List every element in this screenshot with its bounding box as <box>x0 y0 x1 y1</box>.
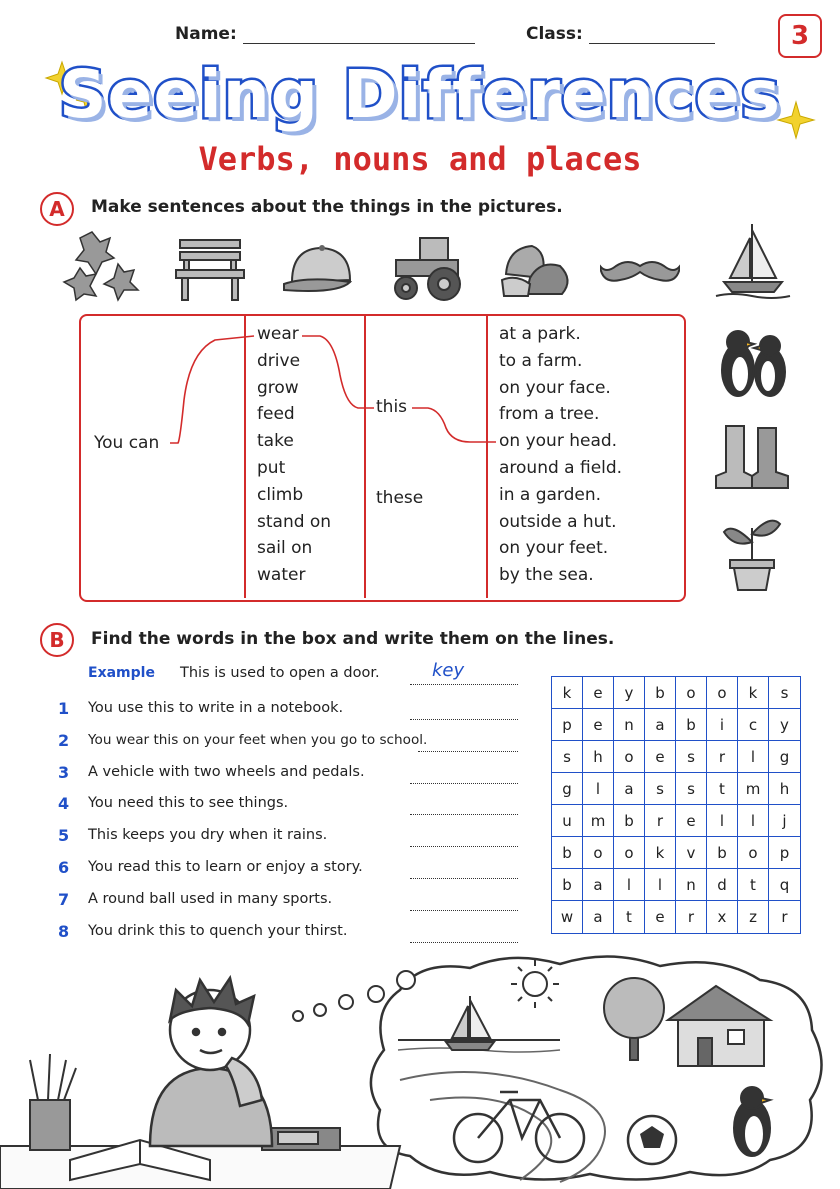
grid-letter[interactable]: t <box>614 901 645 933</box>
verb-item: wear <box>257 324 299 344</box>
grid-letter[interactable]: l <box>707 805 738 837</box>
grid-letter[interactable]: r <box>676 901 707 933</box>
page-number-badge: 3 <box>778 14 822 58</box>
page-title: Seeing Differences <box>59 56 781 133</box>
thought-dot <box>339 995 353 1009</box>
grid-letter[interactable]: k <box>645 837 676 869</box>
grid-letter[interactable]: l <box>614 869 645 901</box>
grid-letter[interactable]: h <box>769 773 800 805</box>
pencil-cup-icon <box>30 1054 76 1150</box>
answer-line[interactable] <box>410 769 518 784</box>
answer-line[interactable] <box>410 928 518 943</box>
closed-book-icon <box>262 1128 340 1150</box>
grid-letter[interactable]: m <box>583 805 614 837</box>
clue-number: 6 <box>58 858 70 877</box>
grid-letter[interactable]: x <box>707 901 738 933</box>
place-item: by the sea. <box>499 565 594 586</box>
place-item: on your head. <box>499 431 618 452</box>
boy-thinking-icon <box>150 978 272 1146</box>
grid-letter[interactable]: b <box>614 805 645 837</box>
verb-item: feed <box>257 404 295 425</box>
grid-letter[interactable]: l <box>645 869 676 901</box>
grid-letter[interactable]: e <box>645 741 676 773</box>
place-item: on your face. <box>499 377 611 398</box>
grid-letter[interactable]: j <box>769 805 800 837</box>
clue-number: 1 <box>58 699 70 718</box>
grid-letter[interactable]: g <box>552 773 583 805</box>
grid-letter[interactable]: e <box>645 901 676 933</box>
clue-number: 7 <box>58 890 70 909</box>
answer-line[interactable] <box>410 705 518 720</box>
verb-item: stand on <box>257 511 332 532</box>
place-item: to a farm. <box>499 350 583 371</box>
verb-item: water <box>257 565 306 586</box>
place-item: outside a hut. <box>499 511 617 532</box>
grid-letter[interactable]: y <box>614 677 645 709</box>
clue-text: You use this to write in a notebook. <box>88 700 344 716</box>
answer-line[interactable] <box>418 737 518 752</box>
clue-text: You need this to see things. <box>88 795 289 811</box>
grid-letter[interactable]: o <box>614 741 645 773</box>
example-clue: This is used to open a door. <box>180 665 380 681</box>
verb-item: climb <box>257 484 304 505</box>
word-search-grid[interactable] <box>551 676 801 934</box>
plant-pot-icon <box>712 512 792 592</box>
clue-text: You drink this to quench your thirst. <box>88 923 348 939</box>
grid-letter[interactable]: k <box>552 677 583 709</box>
clue-number: 4 <box>58 794 70 813</box>
thought-dot <box>314 1004 326 1016</box>
section-a-instruction: Make sentences about the things in the pictures. <box>91 197 563 217</box>
grid-letter[interactable]: b <box>645 677 676 709</box>
grid-letter[interactable]: s <box>552 741 583 773</box>
grid-letter[interactable]: n <box>676 869 707 901</box>
grid-letter[interactable]: v <box>676 837 707 869</box>
verb-item: take <box>257 431 294 452</box>
grid-letter[interactable]: m <box>738 773 769 805</box>
section-b-instruction: Find the words in the box and write them on the lines. <box>91 629 615 649</box>
grid-letter[interactable]: b <box>676 709 707 741</box>
clue-number: 2 <box>58 731 70 750</box>
grid-letter[interactable]: a <box>583 901 614 933</box>
thought-dot <box>368 986 384 1002</box>
grid-letter[interactable]: e <box>676 805 707 837</box>
grid-letter[interactable]: h <box>583 741 614 773</box>
thought-dot <box>293 1011 303 1021</box>
grid-letter[interactable]: o <box>707 677 738 709</box>
boots-icon <box>712 416 792 496</box>
clue-text: You wear this on your feet when you go to school. <box>88 732 428 748</box>
place-item: on your feet. <box>499 538 609 559</box>
grid-letter[interactable]: r <box>781 908 788 926</box>
grid-letter[interactable]: o <box>583 837 614 869</box>
grid-letter[interactable]: l <box>583 773 614 805</box>
grid-letter[interactable]: i <box>707 709 738 741</box>
subject-you-can: You can <box>94 433 160 453</box>
grid-letter[interactable]: p <box>552 709 583 741</box>
football-icon <box>628 1116 676 1164</box>
section-a-marker: A <box>40 192 74 226</box>
answer-line[interactable] <box>410 864 518 879</box>
grid-letter[interactable]: b <box>707 837 738 869</box>
thought-dot <box>397 971 415 989</box>
place-item: from a tree. <box>499 404 600 425</box>
grid-letter[interactable]: s <box>769 677 800 709</box>
grid-letter[interactable]: r <box>707 741 738 773</box>
grid-letter[interactable]: r <box>645 805 676 837</box>
grid-letter[interactable]: c <box>738 709 769 741</box>
example-answer: key <box>432 660 465 681</box>
clue-number: 3 <box>58 763 70 782</box>
clue-number: 5 <box>58 826 70 845</box>
answer-line[interactable] <box>410 832 518 847</box>
grid-letter[interactable]: p <box>769 837 800 869</box>
grid-letter[interactable]: w <box>552 901 583 933</box>
clue-text: A vehicle with two wheels and pedals. <box>88 764 365 780</box>
grid-letter[interactable]: a <box>645 709 676 741</box>
penguins-icon <box>712 322 792 402</box>
page-subtitle: Verbs, nouns and places <box>198 140 642 178</box>
grid-letter[interactable]: a <box>614 773 645 805</box>
determiner-this: this <box>376 397 408 417</box>
grid-letter[interactable]: s <box>645 773 676 805</box>
grid-letter[interactable]: g <box>769 741 800 773</box>
place-item: around a field. <box>499 457 623 478</box>
answer-line[interactable] <box>410 800 518 815</box>
grid-letter[interactable]: z <box>738 901 769 933</box>
clue-text: You read this to learn or enjoy a story. <box>88 859 363 875</box>
grid-letter[interactable]: a <box>583 869 614 901</box>
grid-letter[interactable]: s <box>676 741 707 773</box>
grid-letter[interactable]: t <box>738 869 769 901</box>
grid-letter[interactable]: u <box>552 805 583 837</box>
daydream-illustration <box>0 950 840 1189</box>
grid-letter[interactable]: n <box>614 709 645 741</box>
grid-letter[interactable]: l <box>738 805 769 837</box>
section-b-marker: B <box>40 623 74 657</box>
verb-item: sail on <box>257 538 313 559</box>
grid-letter[interactable]: e <box>583 709 614 741</box>
answer-line[interactable] <box>410 896 518 911</box>
example-label: Example <box>88 665 155 681</box>
verb-item: drive <box>257 350 301 371</box>
clue-text: A round ball used in many sports. <box>88 891 333 907</box>
clue-text: This keeps you dry when it rains. <box>88 827 328 843</box>
grid-letter[interactable]: o <box>614 837 645 869</box>
grid-letter[interactable]: b <box>552 869 583 901</box>
determiner-these: these <box>376 488 424 508</box>
grid-letter[interactable]: l <box>738 741 769 773</box>
grid-letter[interactable]: k <box>738 677 769 709</box>
place-item: at a park. <box>499 324 581 344</box>
grid-letter[interactable]: s <box>676 773 707 805</box>
grid-letter[interactable]: b <box>552 837 583 869</box>
grid-letter[interactable]: e <box>583 677 614 709</box>
name-label: Name: <box>175 24 237 44</box>
grid-letter[interactable]: o <box>738 837 769 869</box>
place-item: in a garden. <box>499 484 602 505</box>
grid-letter[interactable]: o <box>676 677 707 709</box>
class-label: Class: <box>526 24 583 44</box>
grid-letter[interactable]: y <box>769 709 800 741</box>
verb-item: put <box>257 457 286 478</box>
verb-item: grow <box>257 377 299 398</box>
clue-number: 8 <box>58 922 70 941</box>
grid-letter[interactable]: d <box>707 869 738 901</box>
grid-letter[interactable]: t <box>707 773 738 805</box>
grid-letter[interactable]: q <box>769 869 800 901</box>
